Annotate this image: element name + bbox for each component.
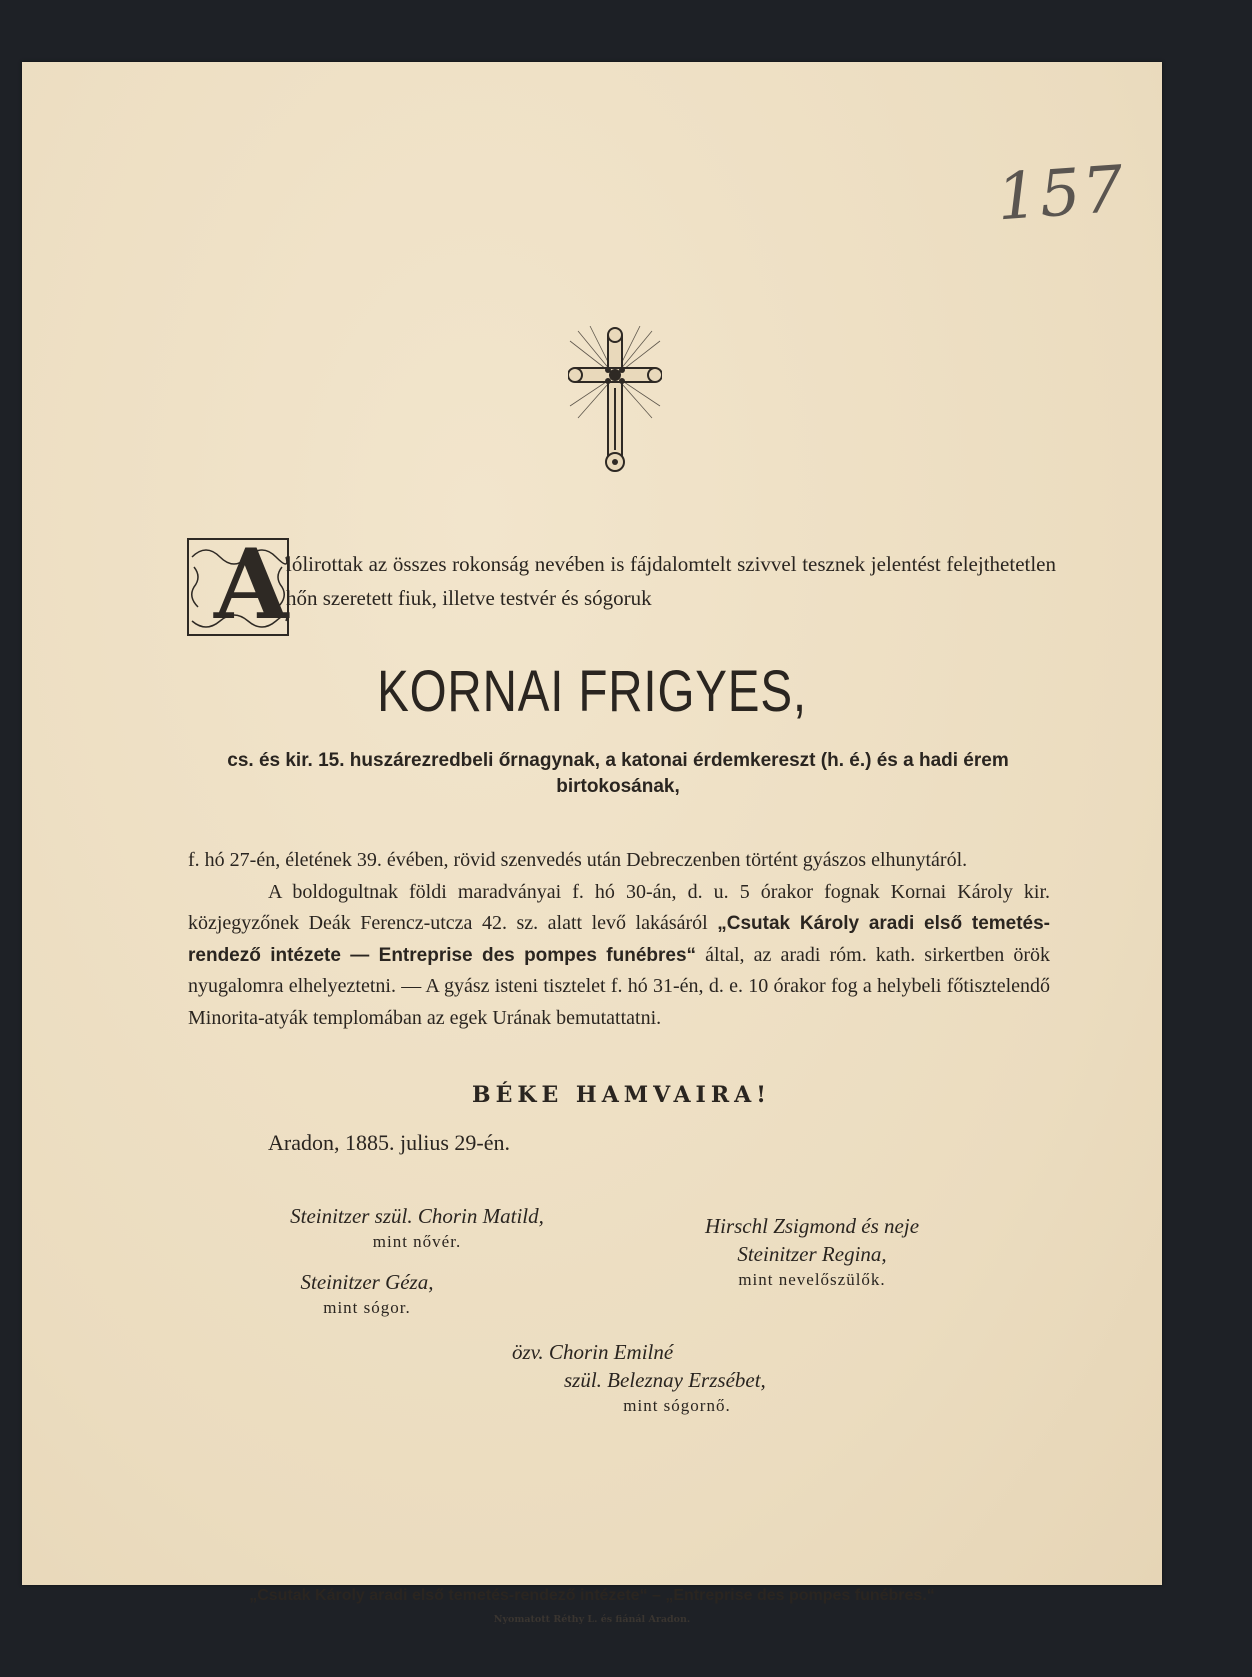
signatory-role: mint sógornő. [623, 1396, 731, 1415]
signatory-name: Steinitzer szül. Chorin Matild, [290, 1204, 544, 1228]
rank-text: cs. és kir. 15. huszárezredbeli őrnagynak, a katonai érdemkereszt (h. é.) és a hadi érem birtokosának, [227, 750, 1009, 797]
intro-text: lólirottak az összes rokonság nevében is fájdalomtelt szivvel tesznek jelentést felejthetetlen hőn szeretett fiuk, illetve testvér és sógoruk [286, 552, 1056, 610]
peace-line: BÉKE HAMVAIRA! [472, 1082, 771, 1108]
deceased-name: KORNAI FRIGYES, [377, 659, 807, 724]
signatory-role: mint nevelőszülők. [738, 1270, 886, 1289]
document-paper [22, 62, 1162, 1625]
signatory-name: szül. Beleznay Erzsébet, [564, 1368, 766, 1392]
funeral-text-2: által, az aradi róm. kath. sirkertben örök nyugalomra elhelyeztetni. — A gyász isteni tisztelet f. hó 31-én, d. e. 10 órakor fog a helybeli főtisztelendő Minorita-atyák templomában az egek Urának bemutattatni. [188, 943, 1050, 1029]
funeral-text-1: A boldogultnak földi maradványai f. hó 30-án, d. u. 5 órakor fognak Kornai Károly kir. közjegyzőnek Deák Ferencz-utcza 42. sz. alatt levő lakásáról [188, 880, 1050, 934]
footer-line: „Csutak Károly aradi első temetés-rendező intézete“ – „Entreprise des pompes funébres.“ [249, 1587, 935, 1604]
signatory-name: Steinitzer Géza, [300, 1270, 434, 1294]
signatory-2 [222, 1268, 512, 1320]
signatory-3 [622, 1212, 1002, 1292]
death-notice: f. hó 27-én, életének 39. évében, rövid szenvedés után Debreczenben történt gyászos elhunytáról. [188, 849, 968, 871]
printer-imprint: Nyomatott Réthy L. és fiánál Aradon. [493, 1614, 691, 1625]
initial-letter: A [214, 528, 289, 641]
cross-icon [568, 326, 662, 474]
signatory-role: mint nővér. [372, 1232, 462, 1251]
funeral-paragraph [188, 877, 1050, 1035]
signatory-name: Steinitzer Regina, [737, 1242, 887, 1266]
funeral-company: „Csutak Károly aradi első temetés-rendező intézete — Entreprise des pompes funébres“ [188, 913, 1051, 966]
body-text [188, 845, 1050, 1034]
signatory-name: özv. Chorin Emilné [512, 1340, 674, 1364]
signatory-role: mint sógor. [323, 1298, 411, 1317]
place-date: Aradon, 1885. julius 29-én. [268, 1130, 510, 1155]
signatory-4 [492, 1338, 862, 1418]
signatory-name: Hirschl Zsigmond és neje [704, 1214, 920, 1238]
handwritten-page-number: 157 [994, 152, 1128, 236]
decorative-initial [186, 528, 290, 641]
signatory-1 [252, 1202, 582, 1254]
